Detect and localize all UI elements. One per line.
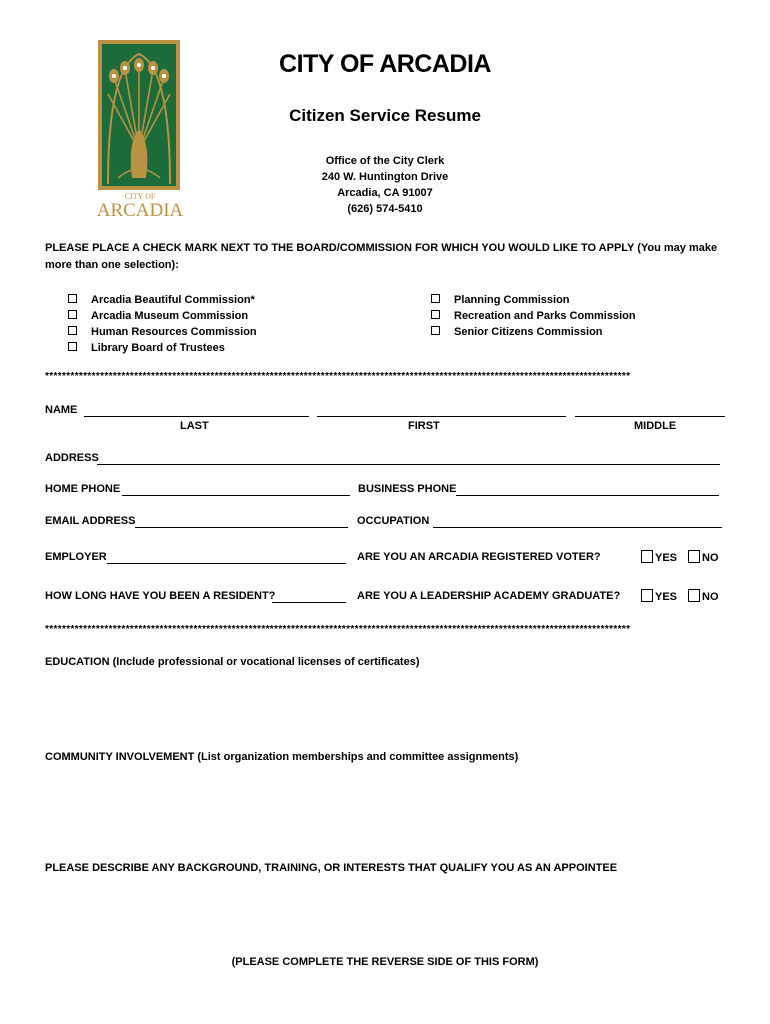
business-phone-label: BUSINESS PHONE [358, 483, 457, 495]
checkbox[interactable] [688, 589, 700, 602]
address-field[interactable] [97, 464, 720, 465]
first-label: FIRST [408, 420, 440, 432]
email-label: EMAIL ADDRESS [45, 515, 136, 527]
community-area[interactable] [45, 767, 725, 852]
city-logo [88, 38, 192, 224]
page-title: CITY OF ARCADIA [279, 50, 491, 78]
home-phone-label: HOME PHONE [45, 483, 121, 495]
last-label: LAST [180, 420, 209, 432]
first-name-field[interactable] [317, 416, 566, 417]
commission-option[interactable]: Arcadia Museum Commission [68, 310, 248, 322]
commission-option[interactable]: Arcadia Beautiful Commission* [68, 294, 255, 306]
education-heading: EDUCATION (Include professional or vocational licenses of certificates) [45, 656, 420, 668]
occupation-field[interactable] [433, 527, 722, 528]
community-heading: COMMUNITY INVOLVEMENT (List organization memberships and committee assignments) [45, 751, 519, 763]
office-street: 240 W. Huntington Drive [321, 171, 449, 183]
voter-no-option[interactable]: NO [688, 550, 719, 564]
background-area[interactable] [45, 878, 725, 948]
voter-question: ARE YOU AN ARCADIA REGISTERED VOTER? [357, 551, 601, 563]
footer-note: (PLEASE COMPLETE THE REVERSE SIDE OF THIS FORM) [231, 956, 539, 968]
logo-arcadia: ARCADIA [96, 200, 184, 221]
employer-label: EMPLOYER [45, 551, 107, 563]
checkbox[interactable] [431, 326, 440, 335]
academy-no-option[interactable]: NO [688, 589, 719, 603]
checkbox[interactable] [641, 550, 653, 563]
middle-name-field[interactable] [575, 416, 725, 417]
commission-option[interactable]: Library Board of Trustees [68, 342, 225, 354]
checkbox[interactable] [68, 342, 77, 351]
checkbox[interactable] [68, 310, 77, 319]
commission-option[interactable]: Human Resources Commission [68, 326, 257, 338]
page-subtitle: Citizen Service Resume [289, 106, 481, 125]
checkbox[interactable] [431, 294, 440, 303]
star-divider: ****************************************************************************************************************************************** [45, 371, 631, 382]
resident-question: HOW LONG HAVE YOU BEEN A RESIDENT? [45, 590, 276, 602]
background-heading: PLEASE DESCRIBE ANY BACKGROUND, TRAINING, OR INTERESTS THAT QUALIFY YOU AS AN APPOINTEE [45, 862, 618, 874]
home-phone-field[interactable] [122, 495, 350, 496]
commission-option[interactable]: Recreation and Parks Commission [431, 310, 636, 322]
education-area[interactable] [45, 672, 725, 742]
voter-yes-option[interactable]: YES [641, 550, 677, 564]
office-city: Arcadia, CA 91007 [337, 187, 433, 199]
middle-label: MIDDLE [634, 420, 677, 432]
logo-city-of: CITY OF [124, 192, 156, 201]
academy-question: ARE YOU A LEADERSHIP ACADEMY GRADUATE? [357, 590, 621, 602]
commission-option[interactable]: Planning Commission [431, 294, 570, 306]
office-phone: (626) 574-5410 [347, 203, 423, 215]
instructions: PLEASE PLACE A CHECK MARK NEXT TO THE BOARD/COMMISSION FOR WHICH YOU WOULD LIKE TO APPLY (You may make more than one selection): [45, 242, 718, 271]
office-name: Office of the City Clerk [325, 155, 445, 167]
star-divider: ****************************************************************************************************************************************** [45, 624, 631, 635]
academy-yes-option[interactable]: YES [641, 589, 677, 603]
checkbox[interactable] [688, 550, 700, 563]
name-label: NAME [45, 404, 78, 416]
address-label: ADDRESS [45, 452, 99, 464]
business-phone-field[interactable] [456, 495, 719, 496]
last-name-field[interactable] [84, 416, 309, 417]
resident-duration-field[interactable] [272, 602, 346, 603]
checkbox[interactable] [641, 589, 653, 602]
email-field[interactable] [135, 527, 348, 528]
checkbox[interactable] [68, 326, 77, 335]
checkbox[interactable] [431, 310, 440, 319]
commission-option[interactable]: Senior Citizens Commission [431, 326, 603, 338]
occupation-label: OCCUPATION [357, 515, 430, 527]
checkbox[interactable] [68, 294, 77, 303]
employer-field[interactable] [107, 563, 346, 564]
